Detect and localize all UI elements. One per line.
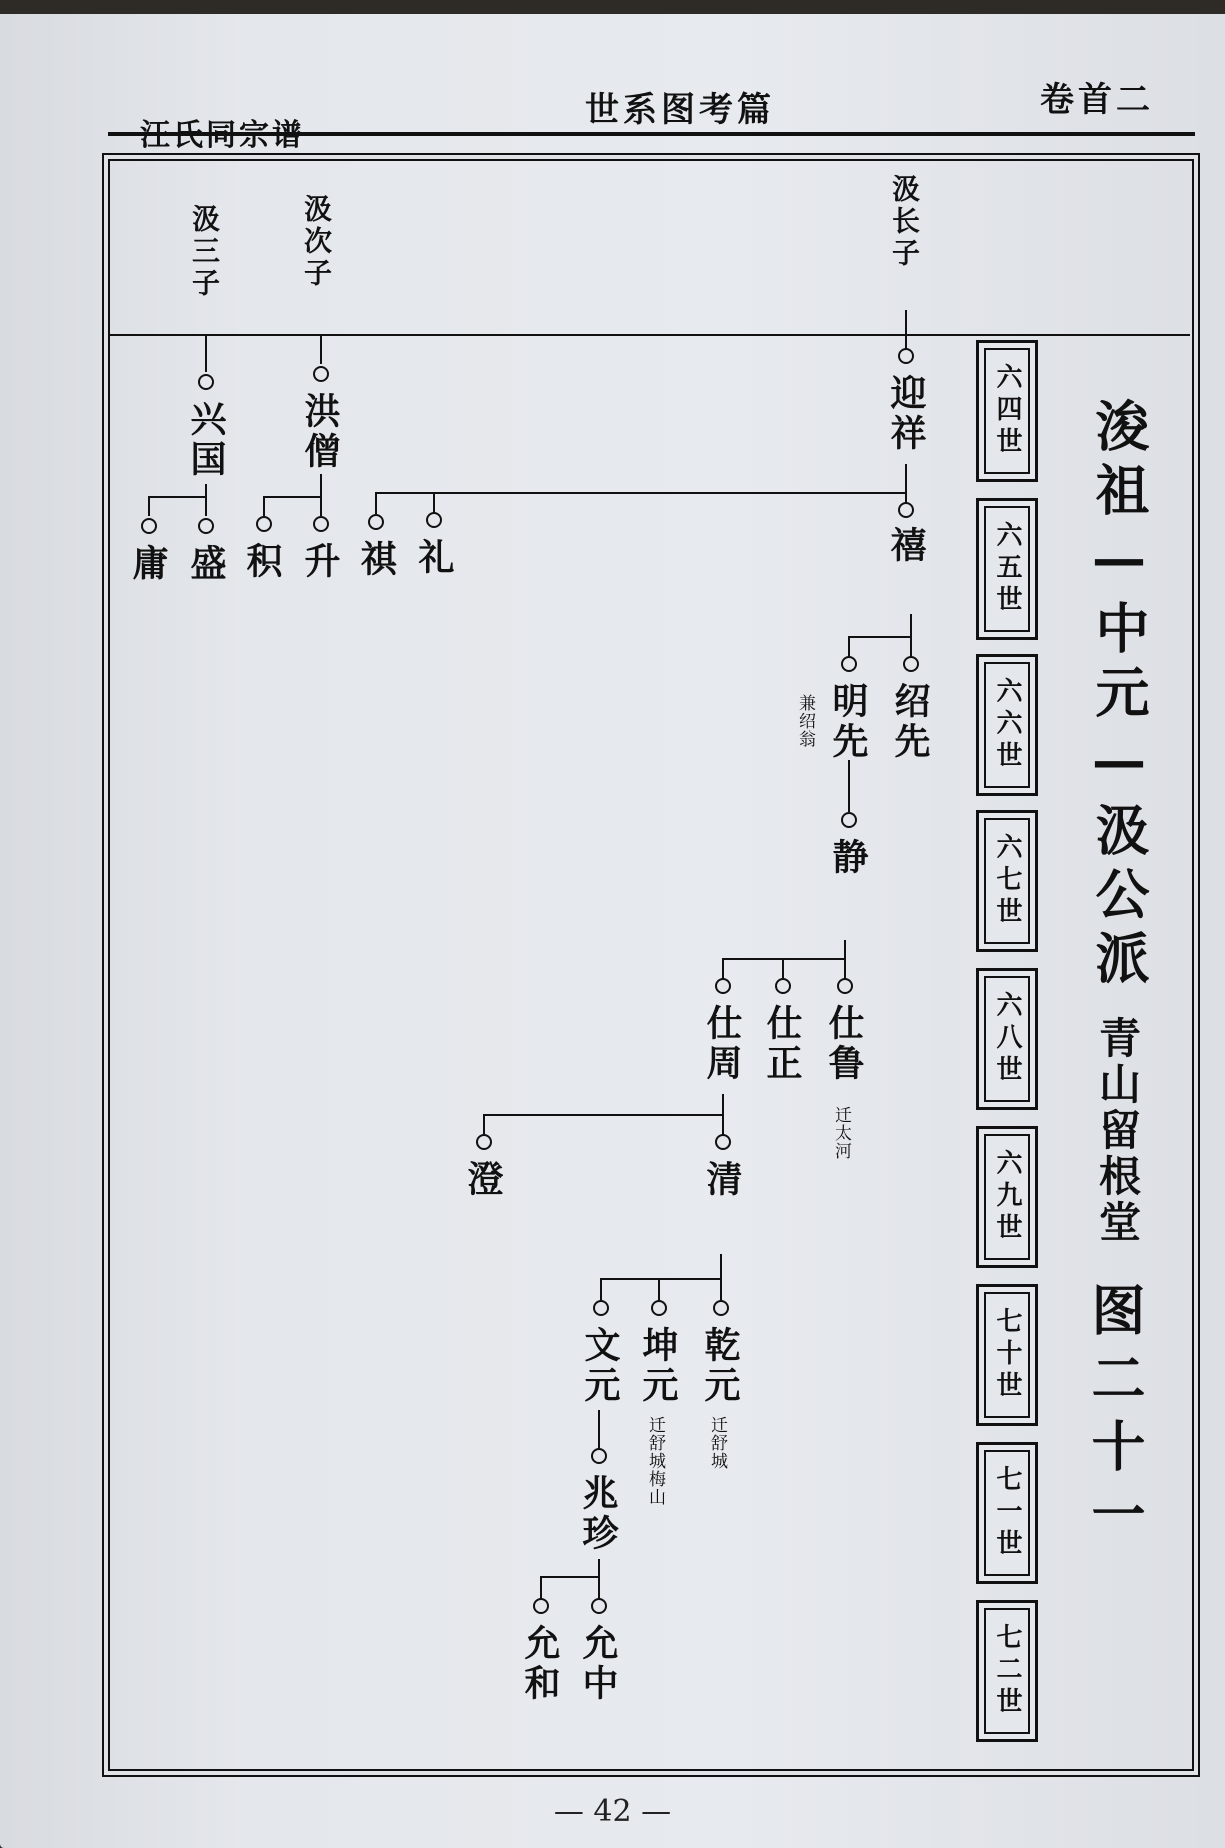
node	[141, 518, 157, 534]
person-mingxian: 明先	[827, 682, 869, 762]
link	[598, 1410, 600, 1450]
link	[320, 334, 322, 364]
person-hongseng: 洪僧	[299, 392, 341, 472]
link	[375, 492, 377, 514]
node	[256, 516, 272, 532]
generation-box	[976, 1442, 1038, 1584]
link	[433, 492, 435, 514]
generation-label: 七二世	[992, 1623, 1022, 1719]
person-yunzhong: 允中	[577, 1624, 619, 1704]
link	[320, 474, 322, 516]
generation-label: 六八世	[992, 991, 1022, 1087]
generation-label: 六五世	[992, 521, 1022, 617]
node	[841, 656, 857, 672]
person-yunhe: 允和	[519, 1624, 561, 1704]
person-li: 礼	[413, 538, 455, 578]
note-qianyuan: 迁舒城	[707, 1416, 727, 1470]
node	[426, 512, 442, 528]
node	[715, 978, 731, 994]
generation-label: 六六世	[992, 677, 1022, 773]
lineage-title: 浚祖—中元—汲公派	[1087, 398, 1151, 994]
link	[263, 496, 322, 498]
person-cheng: 澄	[462, 1160, 504, 1200]
person-xingguo: 兴国	[185, 400, 227, 480]
hall-name: 青山留根堂	[1093, 1016, 1142, 1246]
person-sheng: 升	[299, 542, 341, 582]
page	[0, 14, 1225, 1848]
node	[715, 1134, 731, 1150]
son-label-first: 汲长子	[888, 174, 921, 270]
section-title: 世系图考篇	[585, 90, 775, 130]
link	[540, 1576, 542, 1600]
link	[905, 464, 907, 504]
person-xi: 禧	[885, 526, 927, 566]
generation-box	[976, 1126, 1038, 1268]
node	[898, 348, 914, 364]
link	[205, 484, 207, 516]
page-number: — 42 —	[553, 1794, 672, 1829]
person-qi: 祺	[355, 540, 397, 580]
node	[368, 514, 384, 530]
person-shizhou: 仕周	[701, 1004, 743, 1084]
generation-box	[976, 498, 1038, 640]
person-wenyuan: 文元	[579, 1326, 621, 1406]
person-ji: 积	[241, 542, 283, 582]
link	[375, 492, 907, 494]
note-mingxian: 兼绍翁	[795, 694, 815, 748]
volume-label: 卷首二	[1040, 80, 1154, 120]
person-yong: 庸	[127, 544, 169, 584]
link	[483, 1114, 724, 1116]
generation-label: 七一世	[992, 1465, 1022, 1561]
link	[148, 496, 207, 498]
node	[313, 366, 329, 382]
link	[148, 496, 150, 516]
son-label-second: 汲次子	[300, 194, 333, 290]
link	[600, 1278, 602, 1302]
node	[198, 518, 214, 534]
link	[205, 334, 207, 372]
band-separator	[110, 334, 1190, 336]
person-kunyuan: 坤元	[637, 1326, 679, 1406]
node	[591, 1448, 607, 1464]
node	[476, 1134, 492, 1150]
generation-label: 七十世	[992, 1307, 1022, 1403]
note-shilu: 迁太河	[831, 1106, 851, 1160]
node	[841, 812, 857, 828]
link	[722, 958, 846, 960]
link	[598, 1559, 600, 1603]
link	[483, 1114, 485, 1136]
person-yingxiang: 迎祥	[885, 374, 927, 454]
link	[263, 496, 265, 516]
link	[540, 1576, 600, 1578]
node	[713, 1300, 729, 1316]
generation-box	[976, 968, 1038, 1110]
header-rule	[108, 132, 1195, 136]
link	[658, 1278, 660, 1302]
son-label-third: 汲三子	[188, 204, 221, 300]
generation-box	[976, 810, 1038, 952]
node	[898, 502, 914, 518]
node	[903, 656, 919, 672]
link	[600, 1278, 722, 1280]
node	[593, 1300, 609, 1316]
link	[722, 958, 724, 980]
node	[198, 374, 214, 390]
node	[591, 1598, 607, 1614]
link	[848, 760, 850, 812]
link	[844, 940, 846, 980]
generation-box	[976, 1600, 1038, 1742]
link	[848, 636, 850, 658]
generation-box	[976, 1284, 1038, 1426]
person-shizheng: 仕正	[761, 1004, 803, 1084]
link	[848, 636, 912, 638]
link	[782, 958, 784, 980]
node	[651, 1300, 667, 1316]
generation-box	[976, 654, 1038, 796]
generation-box	[976, 340, 1038, 482]
note-kunyuan: 迁舒城梅山	[645, 1416, 665, 1506]
figure-number: 图二十一	[1083, 1282, 1147, 1554]
person-shilu: 仕鲁	[823, 1004, 865, 1084]
node	[775, 978, 791, 994]
person-jing: 静	[827, 838, 869, 878]
generation-label: 六四世	[992, 363, 1022, 459]
node	[837, 978, 853, 994]
node	[313, 516, 329, 532]
generation-label: 六九世	[992, 1149, 1022, 1245]
person-zhaozhen: 兆珍	[577, 1474, 619, 1554]
person-qianyuan: 乾元	[699, 1326, 741, 1406]
person-shaoxian: 绍先	[889, 682, 931, 762]
person-qing: 清	[701, 1160, 743, 1200]
generation-label: 六七世	[992, 833, 1022, 929]
person-sheng2: 盛	[185, 544, 227, 584]
node	[533, 1598, 549, 1614]
